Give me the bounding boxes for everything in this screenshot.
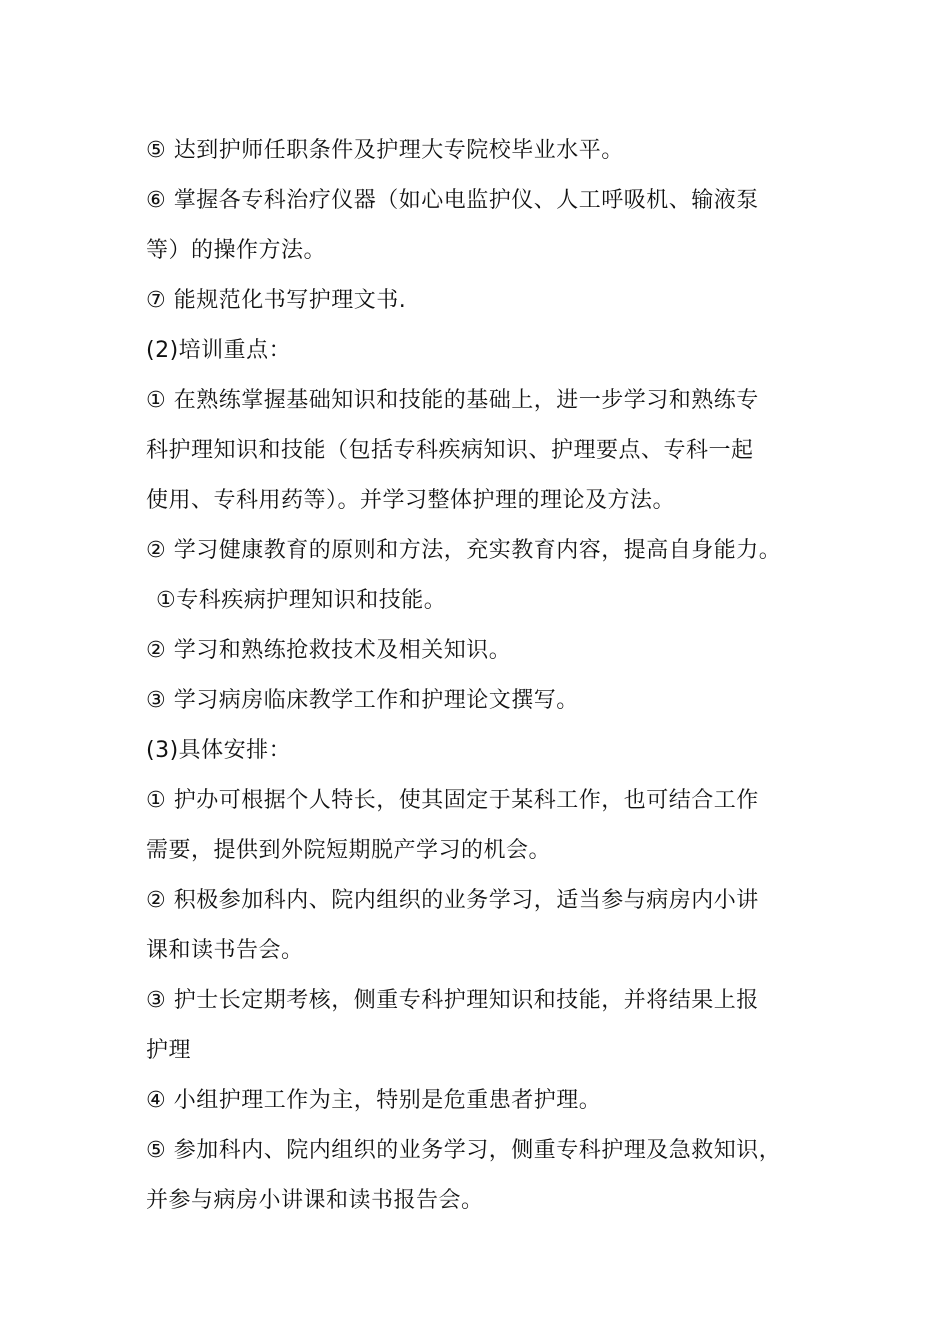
text-line: ③ 护士长定期考核，侧重专科护理知识和技能，并将结果上报 [146,988,759,1013]
text-line: ② 积极参加科内、院内组织的业务学习，适当参与病房内小讲 [146,888,759,913]
text-line: ② 学习和熟练抢救技术及相关知识。 [146,638,512,663]
document-body [146,126,826,1226]
text-line: 科护理知识和技能（包括专科疾病知识、护理要点、专科一起 [146,438,754,463]
text-line: ② 学习健康教育的原则和方法，充实教育内容，提高自身能力。 [146,538,782,563]
text-line: ①专科疾病护理知识和技能。 [156,588,447,613]
text-line: ① 在熟练掌握基础知识和技能的基础上，进一步学习和熟练专 [146,388,759,413]
section-heading: (3)具体安排： [146,738,292,763]
text-line: 并参与病房小讲课和读书报告会。 [146,1188,484,1213]
section-heading: (2)培训重点： [146,338,292,363]
text-line: 课和读书告会。 [146,938,304,963]
text-line: 等）的操作方法。 [146,238,327,263]
text-line: ⑦ 能规范化书写护理文书. [146,288,407,313]
text-line: ⑤ 达到护师任职条件及护理大专院校毕业水平。 [146,138,624,163]
text-line: 需要，提供到外院短期脱产学习的机会。 [146,838,552,863]
text-line: ① 护办可根据个人特长，使其固定于某科工作，也可结合工作 [146,788,759,813]
text-line: ④ 小组护理工作为主，特别是危重患者护理。 [146,1088,602,1113]
text-line: ⑥ 掌握各专科治疗仪器（如心电监护仪、人工呼吸机、输液泵 [146,188,759,213]
text-line: 使用、专科用药等）。并学习整体护理的理论及方法。 [146,488,676,513]
text-line: ③ 学习病房临床教学工作和护理论文撰写。 [146,688,579,713]
text-line: 护理 [146,1038,192,1063]
text-line: ⑤ 参加科内、院内组织的业务学习，侧重专科护理及急救知识， [146,1138,782,1163]
